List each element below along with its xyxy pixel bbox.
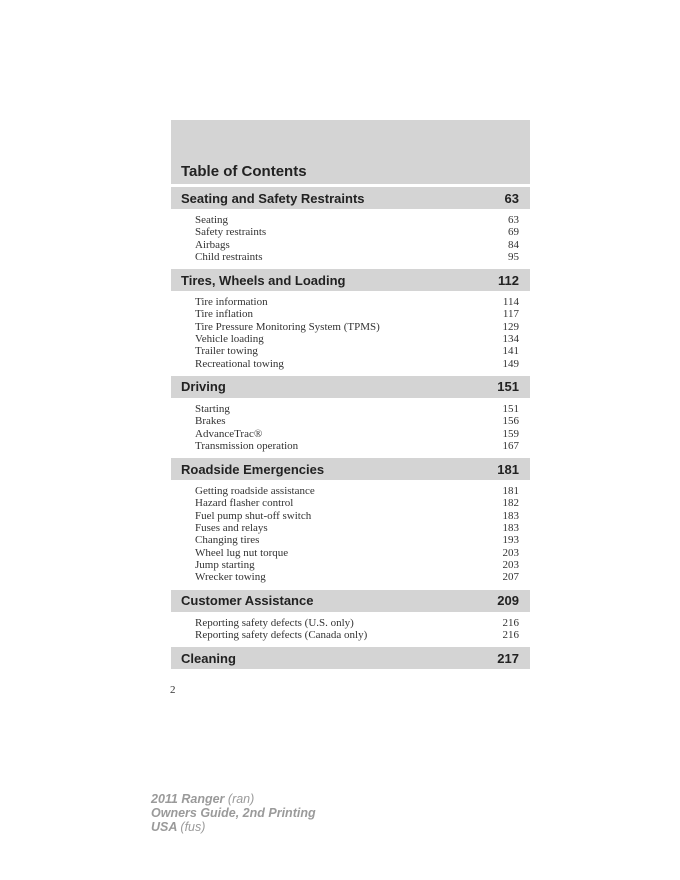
entry-label: Wheel lug nut torque <box>195 546 289 559</box>
section-page: 181 <box>497 461 519 477</box>
section-title: Customer Assistance <box>181 593 314 609</box>
toc-entry <box>195 440 519 452</box>
toc-entry <box>195 296 519 308</box>
entry-label: Vehicle loading <box>195 333 264 346</box>
section-title: Cleaning <box>181 650 236 666</box>
toc-entry <box>195 571 519 583</box>
toc-entry <box>195 559 519 571</box>
entry-label: Fuel pump shut-off switch <box>195 509 312 522</box>
toc-entry <box>195 214 519 226</box>
section-items <box>171 612 530 645</box>
toc-entry <box>195 239 519 251</box>
entry-page: 207 <box>502 571 519 584</box>
toc-entry <box>195 629 519 641</box>
entry-label: Hazard flasher control <box>195 497 294 510</box>
entry-page: 183 <box>502 509 519 522</box>
toc-entry <box>195 497 519 509</box>
entry-page: 151 <box>502 402 519 415</box>
entry-label: Reporting safety defects (U.S. only) <box>195 616 354 629</box>
entry-label: Jump starting <box>195 558 255 571</box>
toc-entry <box>195 428 519 440</box>
section-page: 217 <box>497 650 519 666</box>
footer-model: 2011 Ranger <box>151 792 225 806</box>
section-page: 151 <box>497 379 519 395</box>
section-title: Roadside Emergencies <box>181 461 325 477</box>
section-heading <box>171 590 530 612</box>
toc-entry <box>195 510 519 522</box>
toc-header <box>171 120 530 184</box>
entry-label: Tire information <box>195 296 268 309</box>
section-page: 112 <box>498 272 519 288</box>
section-title: Driving <box>181 379 226 395</box>
section-title: Seating and Safety Restraints <box>181 190 365 206</box>
entry-page: 69 <box>508 226 519 239</box>
toc-entry <box>195 321 519 333</box>
toc-entry <box>195 226 519 238</box>
entry-label: Seating <box>195 214 228 226</box>
section-heading <box>171 376 530 398</box>
section-heading <box>171 269 530 291</box>
entry-label: Getting roadside assistance <box>195 485 315 498</box>
entry-label: AdvanceTrac® <box>195 427 263 440</box>
entry-label: Starting <box>195 402 230 415</box>
entry-label: Transmission operation <box>195 439 299 452</box>
entry-page: 117 <box>502 308 519 321</box>
footer-model-code: (ran) <box>227 792 255 806</box>
entry-label: Tire inflation <box>195 308 253 321</box>
toc-entry <box>195 358 519 370</box>
entry-page: 114 <box>502 296 519 309</box>
entry-page: 63 <box>508 214 519 226</box>
entry-label: Reporting safety defects (Canada only) <box>195 628 368 641</box>
toc-entry <box>195 251 519 263</box>
page-number: 2 <box>170 684 176 696</box>
toc-entry <box>195 522 519 534</box>
entry-label: Wrecker towing <box>195 571 266 584</box>
entry-label: Fuses and relays <box>195 522 268 535</box>
entry-page: 167 <box>502 439 519 452</box>
entry-label: Trailer towing <box>195 345 258 358</box>
toc-entry <box>195 308 519 320</box>
entry-label: Tire Pressure Monitoring System (TPMS) <box>195 320 380 333</box>
entry-page: 203 <box>502 558 519 571</box>
footer-line-3 <box>151 820 316 834</box>
section-items <box>171 209 530 266</box>
entry-page: 159 <box>502 427 519 440</box>
entry-label: Changing tires <box>195 534 260 547</box>
entry-page: 95 <box>508 250 519 263</box>
footer-line-2: Owners Guide, 2nd Printing <box>151 806 316 820</box>
entry-page: 203 <box>502 546 519 559</box>
toc-entry <box>195 415 519 427</box>
footer <box>151 792 316 834</box>
entry-page: 183 <box>502 522 519 535</box>
section-heading <box>171 647 530 669</box>
footer-market-code: (fus) <box>180 820 206 834</box>
entry-label: Child restraints <box>195 250 263 263</box>
entry-label: Brakes <box>195 415 226 428</box>
toc-entry <box>195 333 519 345</box>
entry-page: 216 <box>502 616 519 629</box>
entry-label: Airbags <box>195 238 230 251</box>
toc-entry <box>195 617 519 629</box>
section-heading <box>171 458 530 480</box>
toc-entry <box>195 534 519 546</box>
entry-page: 216 <box>502 628 519 641</box>
toc-entry <box>195 485 519 497</box>
entry-page: 181 <box>502 485 519 498</box>
section-items <box>171 291 530 373</box>
entry-page: 141 <box>502 345 519 358</box>
entry-page: 193 <box>502 534 519 547</box>
entry-page: 129 <box>502 320 519 333</box>
section-page: 209 <box>497 593 519 609</box>
toc-entry <box>195 345 519 357</box>
section-items <box>171 398 530 455</box>
entry-page: 149 <box>502 357 519 370</box>
entry-label: Safety restraints <box>195 226 267 239</box>
entry-page: 156 <box>502 415 519 428</box>
footer-line-1 <box>151 792 316 806</box>
toc-sections <box>171 184 530 669</box>
section-title: Tires, Wheels and Loading <box>181 272 346 288</box>
section-page: 63 <box>504 190 519 206</box>
section-items <box>171 480 530 586</box>
section-heading <box>171 187 530 209</box>
table-of-contents <box>171 120 530 669</box>
toc-entry <box>195 547 519 559</box>
toc-title: Table of Contents <box>181 163 307 180</box>
footer-market: USA <box>151 820 177 834</box>
entry-page: 134 <box>502 333 519 346</box>
entry-page: 182 <box>502 497 519 510</box>
entry-page: 84 <box>508 238 519 251</box>
toc-entry <box>195 403 519 415</box>
entry-label: Recreational towing <box>195 357 284 370</box>
